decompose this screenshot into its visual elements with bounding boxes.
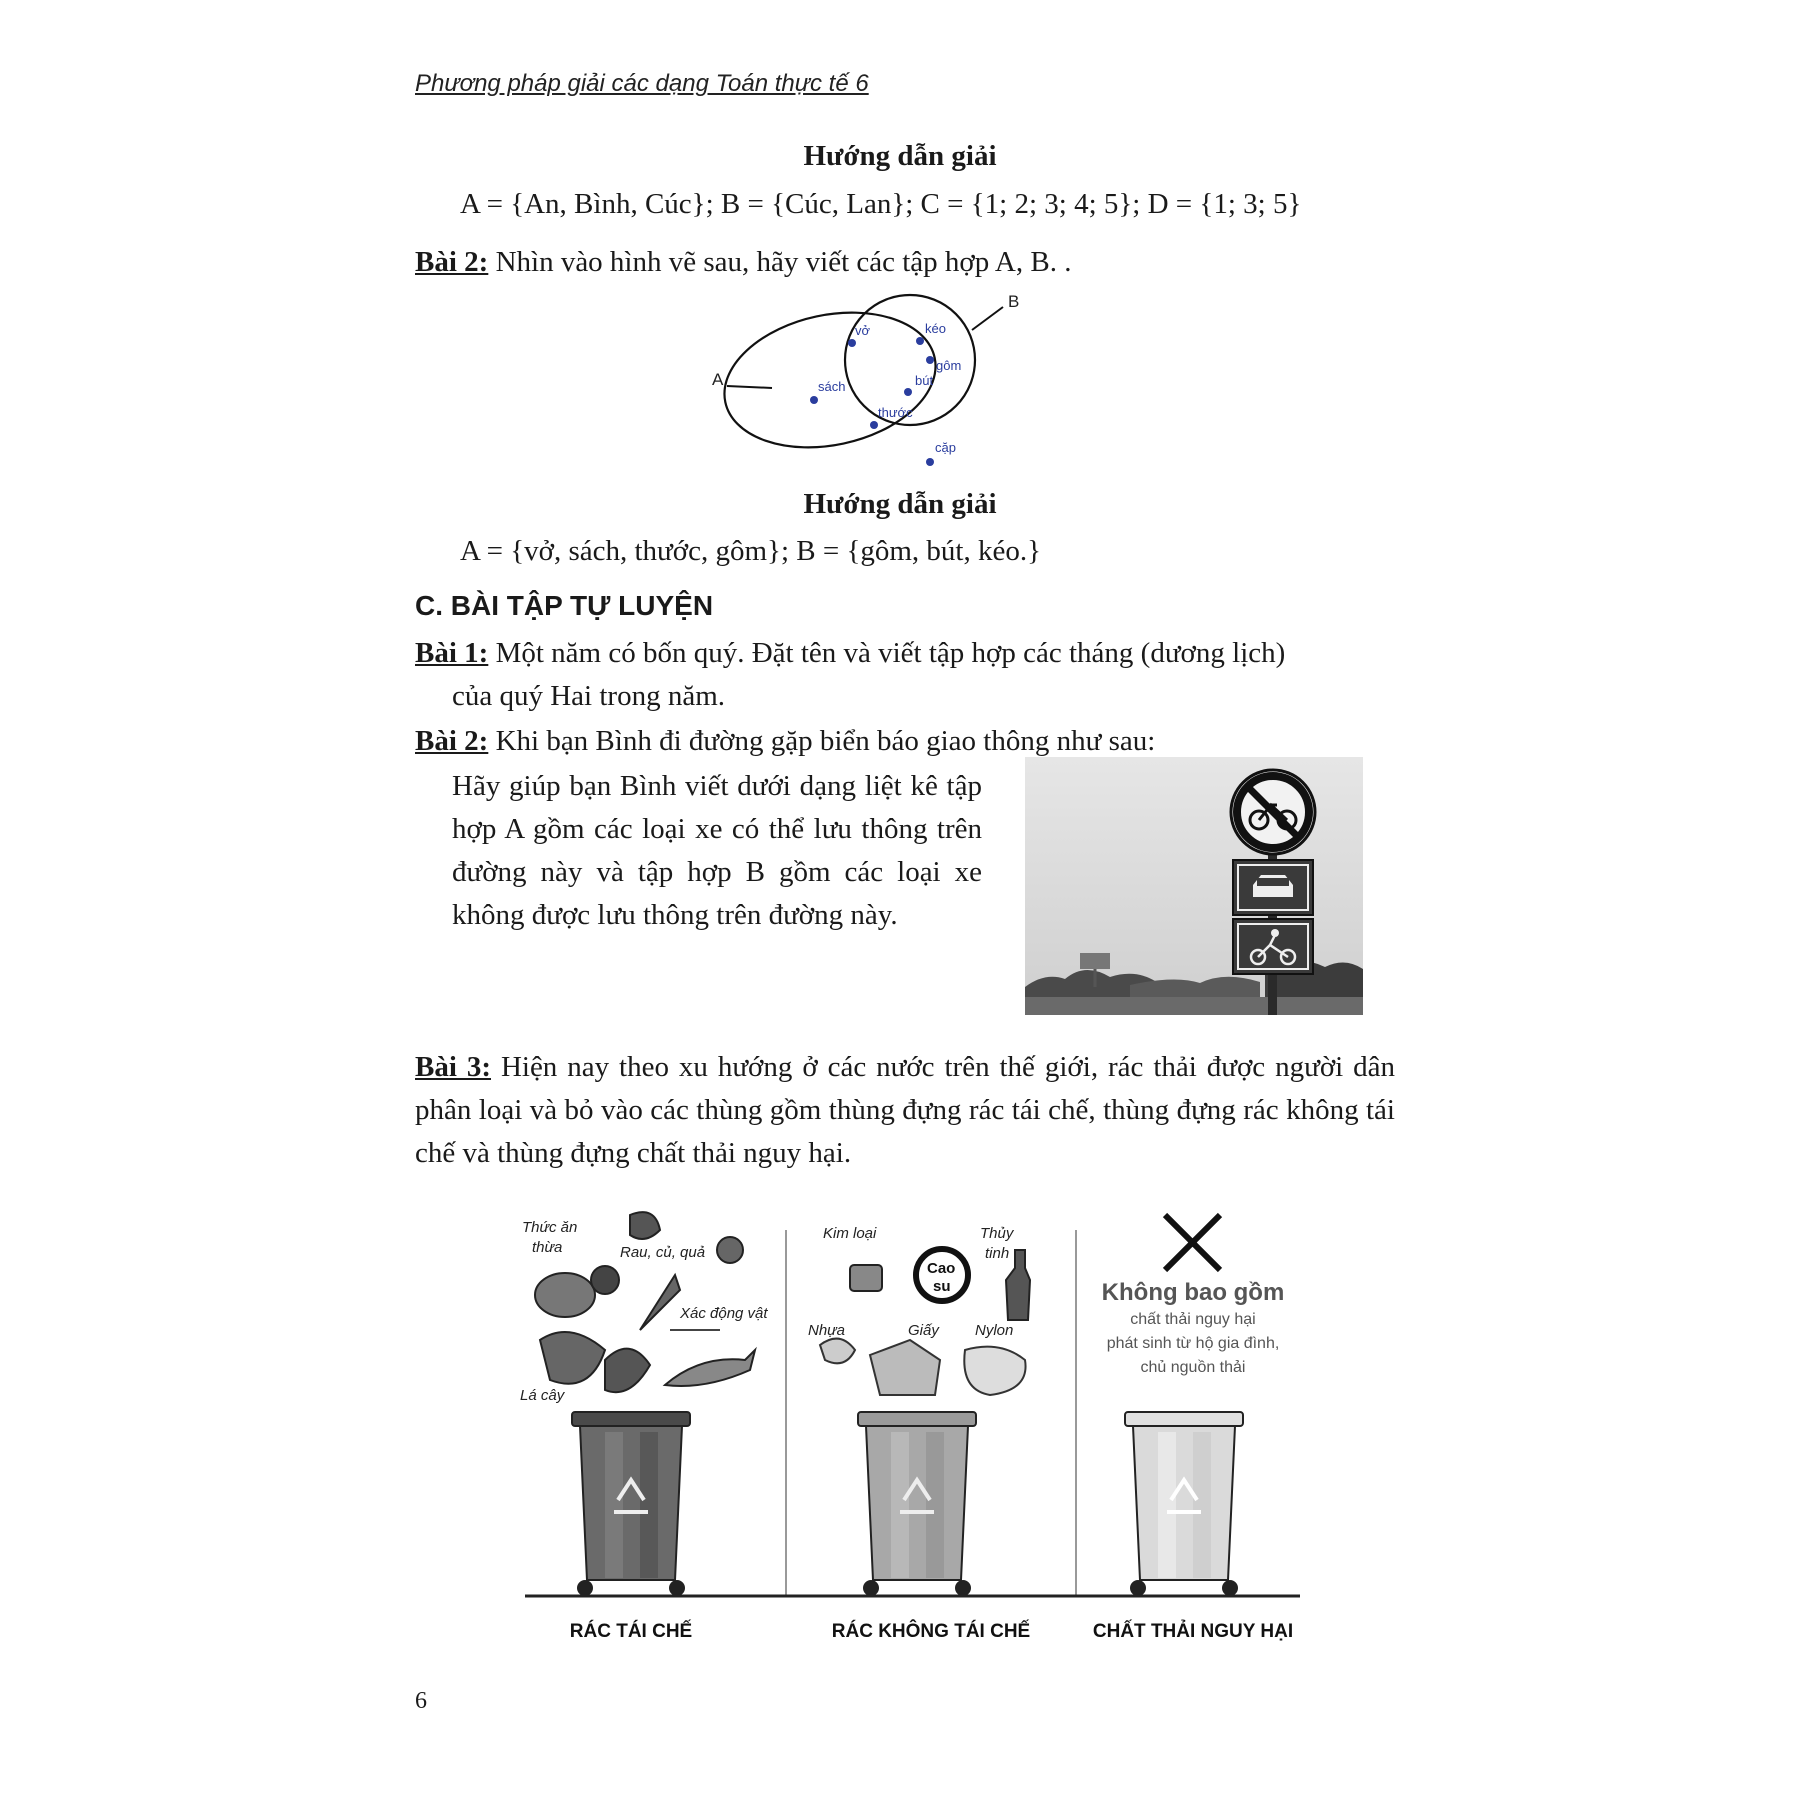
hazard-line: chủ nguồn thải: [1140, 1359, 1246, 1376]
exercise-text: Nhìn vào hình vẽ sau, hãy viết các tập hợp A, B. .: [495, 246, 1072, 278]
guide-answer-1: A = {An, Bình, Cúc}; B = {Cúc, Lan}; C = {1; 2; 3; 4; 5}; D = {1; 3; 5}: [460, 188, 1302, 220]
item-label: Nhựa: [808, 1322, 846, 1339]
element-label: bút: [915, 373, 934, 388]
element-label: cặp: [935, 440, 956, 455]
item-label: Thức ăn: [522, 1219, 578, 1236]
exercise-text: Một năm có bốn quý. Đặt tên và viết tập hợp các tháng (dương lịch): [495, 637, 1286, 669]
exercise-label: Bài 2:: [415, 725, 489, 757]
element-dot: [904, 388, 912, 396]
item-label: Xác động vật: [680, 1305, 768, 1322]
exercise-1: [415, 632, 1395, 718]
hazard-title: Không bao gồm: [1101, 1279, 1285, 1306]
exercise-text: Hiện nay theo xu hướng ở các nước trên thế giới, rác thải được người dân phân loại và bỏ vào các thùng gồm thùng đựng rác tái chế, thùng đựng rác không tái chế và thùng đựng chất thải nguy hại.: [415, 1051, 1396, 1169]
element-label: sách: [818, 379, 846, 394]
element-label: gôm: [936, 358, 962, 373]
exercise-label: Bài 3:: [415, 1051, 491, 1083]
page-number: 6: [415, 1688, 427, 1714]
item-label: Thủy: [980, 1225, 1014, 1242]
item-label: su: [933, 1278, 951, 1295]
guide-title-1: Hướng dẫn giải: [803, 140, 997, 172]
guide-answer-2: A = {vở, sách, thước, gôm}; B = {gôm, bút, kéo.}: [460, 535, 1042, 567]
element-dot: [870, 421, 878, 429]
exercise-label: Bài 2:: [415, 246, 489, 278]
hazard-line: chất thải nguy hại: [1130, 1311, 1256, 1328]
exercise-label: Bài 1:: [415, 637, 489, 669]
element-dot: [926, 356, 934, 364]
set-a-pointer: [727, 386, 772, 388]
exercise-2-prompt: [415, 246, 1071, 279]
element-label: vở: [855, 323, 871, 338]
item-label: Giấy: [908, 1322, 939, 1339]
element-dot: [810, 396, 818, 404]
set-b-label: B: [1008, 292, 1020, 311]
exercise-2-body: Hãy giúp bạn Bình viết dưới dạng liệt kê tập hợp A gồm các loại xe có thể lưu thông trên đường này và tập hợp B gồm các loại xe không được lưu thông trên đường này.: [452, 770, 982, 931]
item-label: Rau, củ, quả: [620, 1244, 706, 1261]
set-b-pointer: [972, 307, 1003, 330]
item-label: tinh: [985, 1245, 1010, 1262]
guide-title-2: Hướng dẫn giải: [803, 488, 997, 520]
section-heading: C. BÀI TẬP TỰ LUYỆN: [415, 590, 714, 621]
exercise-3: [415, 1046, 1395, 1175]
item-label: Cao: [927, 1260, 956, 1277]
set-a-label: A: [712, 370, 724, 389]
exercise-text-cont: của quý Hai trong năm.: [452, 680, 726, 712]
traffic-sign-photo: [1025, 757, 1363, 1015]
element-dot: [916, 337, 924, 345]
element-dot: [848, 339, 856, 347]
item-label: thừa: [532, 1239, 563, 1256]
bin-label: RÁC KHÔNG TÁI CHẾ: [831, 1621, 1031, 1642]
running-header: Phương pháp giải các dạng Toán thực tế 6: [415, 70, 869, 97]
item-label: Lá cây: [520, 1387, 565, 1404]
venn-diagram: [690, 285, 1130, 480]
element-dot: [926, 458, 934, 466]
exercise-text: Khi bạn Bình đi đường gặp biển báo giao thông như sau:: [495, 725, 1156, 757]
element-label: thước: [878, 405, 913, 420]
bin-label: RÁC TÁI CHẾ: [569, 1621, 693, 1642]
bin-label: CHẤT THẢI NGUY HẠI: [1092, 1621, 1294, 1642]
hazard-line: phát sinh từ hộ gia đình,: [1106, 1335, 1280, 1352]
waste-bins-illustration: [510, 1200, 1310, 1660]
item-label: Nylon: [975, 1322, 1014, 1339]
item-label: Kim loại: [823, 1225, 877, 1242]
element-label: kéo: [925, 321, 946, 336]
